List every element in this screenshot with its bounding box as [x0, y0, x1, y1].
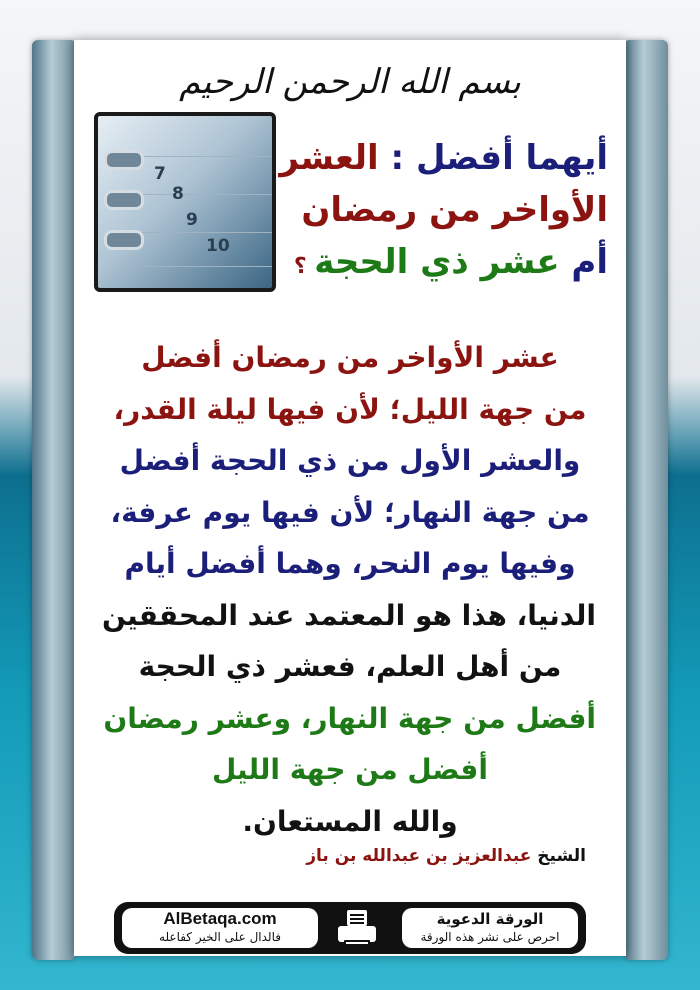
- calendar-number: 7: [154, 164, 166, 184]
- frame-left-pillar: [32, 40, 76, 960]
- answer-body: [101, 332, 596, 847]
- question-line-3: أم عشر ذي الحجة ؟: [293, 242, 608, 282]
- answer-line: أفضل من جهة الليل: [212, 753, 488, 786]
- site-link[interactable]: AlBetaqa.com: [163, 909, 277, 928]
- answer-line: من جهة النهار؛ لأن فيها يوم عرفة،: [110, 495, 590, 529]
- calendar-number: 10: [206, 236, 230, 256]
- frame-right-pillar: [624, 40, 668, 960]
- question-line-1: أيهما أفضل : العشر: [279, 138, 608, 178]
- calendar-number: 9: [186, 210, 198, 230]
- answer-line: من أهل العلم، فعشر ذي الحجة: [138, 650, 562, 683]
- source-label: الشيخ: [531, 846, 586, 866]
- calendar-photo: [94, 112, 276, 292]
- source-attribution: [306, 846, 586, 866]
- source-name: عبدالعزيز بن عبدالله بن باز: [306, 846, 532, 866]
- printer-icon: [338, 910, 376, 948]
- footer-brand-title: الورقة الدعوية: [436, 910, 544, 928]
- binder-ring-icon: [104, 150, 144, 170]
- footer-site-box[interactable]: [122, 908, 318, 948]
- answer-line: عشر الأواخر من رمضان أفضل: [141, 341, 559, 374]
- question-line-2: الأواخر من رمضان: [301, 190, 608, 230]
- basmala-calligraphy: بسم الله الرحمن الرحيم: [179, 62, 521, 102]
- answer-line: الدنيا، هذا هو المعتمد عند المحققين: [101, 598, 596, 632]
- binder-ring-icon: [104, 230, 144, 250]
- answer-line: من جهة الليل؛ لأن فيها ليلة القدر،: [113, 392, 587, 426]
- footer-motto: فالدال على الخير كفاعله: [159, 930, 281, 944]
- calendar-number: 8: [172, 184, 184, 204]
- answer-line: والعشر الأول من ذي الحجة أفضل: [119, 444, 581, 477]
- answer-line: والله المستعان.: [242, 804, 458, 838]
- question-heading: [278, 132, 608, 293]
- content-card: [74, 40, 626, 956]
- binder-ring-icon: [104, 190, 144, 210]
- footer-brand-box: [402, 908, 578, 948]
- answer-line: أفضل من جهة النهار، وعشر رمضان: [103, 701, 596, 735]
- footer-brand-subtitle: احرص على نشر هذه الورقة: [420, 930, 560, 944]
- answer-line: وفيها يوم النحر، وهما أفضل أيام: [124, 547, 576, 580]
- footer-banner: [114, 902, 586, 954]
